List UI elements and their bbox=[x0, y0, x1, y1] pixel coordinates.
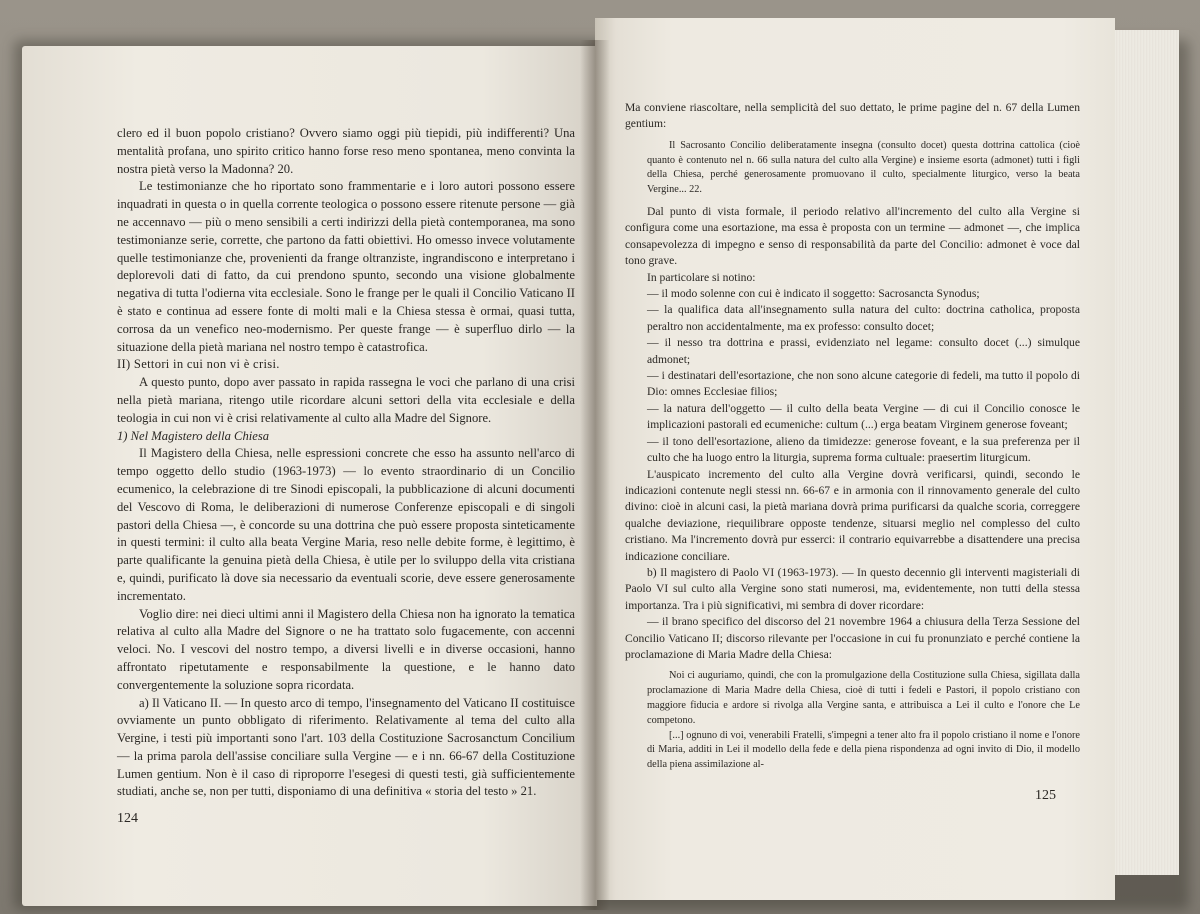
right-paragraph: Ma conviene riascoltare, nella semplicità del suo dettato, le prime pagine del n. 67 della Lumen gentium: bbox=[625, 101, 1080, 131]
block-quote: [...] ognuno di voi, venerabili Fratelli, s'impegni a tener alto fra il popolo cristiano il nome e l'onore di Maria, additi in Lei il modello della fede e della piena rispondenza ad ogni invito di Dio, il modello della piena assimilazione al- bbox=[647, 729, 1080, 771]
list-item: — la qualifica data all'insegnamento sulla natura del culto: doctrina catholica, proposta peraltro non accidentalmente, ma ex professo: consulto docet; bbox=[647, 303, 1080, 333]
book-gutter bbox=[580, 40, 610, 910]
right-paragraph: In particolare si notino: bbox=[647, 270, 756, 284]
left-paragraph: a) Il Vaticano II. — In questo arco di tempo, l'insegnamento del Vaticano II costituisce ovviamente un punto obbligato di riferimento. Relativamente al tema del culto alla Vergine, i testi più importanti sono l'art. 103 della Costituzione Sacrosanctum Concilium — la prima parola dell'assise conciliare sulla Vergine — e i nn. 66-67 della Costituzione Lumen gentium. Non è il caso di riproporre l'esegesi di questi testi, già sufficientemente studiati, anche se, non per tutti, disponiamo di una definitiva « storia del testo » 21. bbox=[117, 695, 575, 799]
right-paragraph: — il brano specifico del discorso del 21 novembre 1964 a chiusura della Terza Sessione del Concilio Vaticano II; discorso rilevante per l'occasione in cui fu pronunziato e perché contiene la proclamazione di Maria Madre della Chiesa: bbox=[625, 615, 1080, 661]
list-item: — il modo solenne con cui è indicato il soggetto: Sacrosancta Synodus; bbox=[647, 287, 980, 301]
right-paragraph: L'auspicato incremento del culto alla Vergine dovrà verificarsi, quindi, secondo le indicazioni contenute negli stessi nn. 66-67 e in armonia con il rinnovamento generale del culto divino: cioè in alcuni casi, la pietà mariana dovrà prima purificarsi da qualche scoria, correggere qualche deviazione, riequilibrare opposte tendenze, situarsi meglio nel complesso del culto cristiano. Ma l'incremento dovrà pur esserci: il contrario equivarrebbe a disattendere una precisa indicazione conciliare. bbox=[625, 467, 1080, 563]
list-item: — il tono dell'esortazione, alieno da timidezze: generose foveant, e la sua preferenza per il culto che ha luogo entro la liturgia, suprema forma cultuale: praesertim liturgicum. bbox=[647, 434, 1080, 465]
left-text-column bbox=[117, 125, 575, 801]
list-item: — i destinatari dell'esortazione, che non sono alcune categorie di fedeli, ma tutto il popolo di Dio: omnes Ecclesiae filios; bbox=[647, 369, 1080, 399]
left-page bbox=[22, 46, 597, 906]
block-quote: Noi ci auguriamo, quindi, che con la promulgazione della Costituzione sulla Chiesa, sigillata dalla proclamazione di Maria Madre della Chiesa, cioè di tutti i fedeli e Pastori, il popolo cristiano con maggiore fiducia e ardore si rivolga alla Vergine santa, e attribuisca a Lei il culto e l'onore che Le competono. bbox=[647, 670, 1080, 726]
right-text-column bbox=[625, 100, 1080, 773]
right-page bbox=[595, 18, 1115, 900]
page-edges bbox=[1108, 30, 1179, 875]
left-paragraph: Il Magistero della Chiesa, nelle espressioni concrete che esso ha assunto nell'arco di tempo oggetto dello studio (1963-1973) — lo evento straordinario di un Concilio ecumenico, la celebrazione di tre Sinodi episcopali, la pubblicazione di alcuni documenti del Vescovo di Roma, le deliberazioni di numerose Conferenze episcopali e di singoli pastori della Chiesa —, è concorde su una dottrina che può essere proposta sinteticamente in questi termini: il culto alla beata Vergine Maria, reso nelle debite forme, è legittimo, è parte qualificante la genuina pietà della Chiesa, è utile per lo sviluppo della vita cristiana e, quindi, purificato là dove sia necessario da eventuali scorie, deve essere generosamente incrementato. bbox=[117, 446, 575, 603]
left-paragraph: A questo punto, dopo aver passato in rapida rassegna le voci che parlano di una crisi nella pietà mariana, ritengo utile ricordare alcuni settori della vita ecclesiale e della teologia in cui non vi è crisi relativamente al culto alla Madre del Signore. bbox=[117, 375, 575, 425]
left-paragraph: Voglio dire: nei dieci ultimi anni il Magistero della Chiesa non ha ignorato la tematica relativa al culto alla Madre del Signore o ne ha trattato solo fugacemente, con accenni veloci. No. I vescovi del nostro tempo, a diversi livelli e in diverse occasioni, hanno affrontato ripetutamente e responsabilmente la questione, e le hanno dato convergentemente la soluzione sopra ricordata. bbox=[117, 606, 575, 692]
page-number-right: 125 bbox=[1035, 788, 1056, 803]
left-paragraph: clero ed il buon popolo cristiano? Ovvero siamo oggi più tiepidi, più indifferenti? Una mentalità profana, uno spirito critico hanno forse reso meno spontanea, meno convinta la nostra pietà verso la Madonna? 20. bbox=[117, 126, 575, 176]
subsection-heading-1: 1) Nel Magistero della Chiesa bbox=[117, 428, 270, 443]
section-heading-ii: II) Settori in cui non vi è crisi. bbox=[117, 357, 280, 372]
block-quote: Il Sacrosanto Concilio deliberatamente insegna (consulto docet) questa dottrina cattolica (cioè quanto è contenuto nel n. 66 sulla natura del culto alla Vergine) e insieme esorta (admonet) tutti i figli della Chiesa, perché generosamente promuovano il culto, specialmente liturgico, verso la beata Vergine... 22. bbox=[647, 139, 1080, 196]
right-paragraph: b) Il magistero di Paolo VI (1963-1973). — In questo decennio gli interventi magisteriali di Paolo VI sul culto alla Vergine sono stati numerosi, ma, evidentemente, non tutti della stessa importanza. Tra i più significativi, mi sembra di dover ricordare: bbox=[625, 565, 1080, 612]
notes-list bbox=[625, 286, 1080, 466]
list-item: — il nesso tra dottrina e prassi, evidenziato nel legame: consulto docet (...) simulque admonet; bbox=[647, 336, 1080, 366]
left-paragraph: Le testimonianze che ho riportato sono frammentarie e i loro autori possono essere inquadrati in questa o in quella corrente teologica o possono essere ritenute persone — già ne accennavo — più o meno sensibili a certi indirizzi della pietà contemporanea, ma sono testimonianze serie, corrette, che partono da fatti obiettivi. Ho omesso invece volutamente quelle testimonianze che, provenienti da frange oltranziste, ingrandiscono e interpretano i deplorevoli dati di fatto, da cui prendono spunto, secondo una visione globalmente negativa di tutta l'odierna vita ecclesiale. Sono le frange per le quali il Concilio Vaticano II è stato e continua ad essere fonte di molti mali e la Chiesa stessa è ormai, quasi tutta, corrosa da un venefico neo-modernismo. Per queste frange — è superfluo dirlo — la situazione della pietà mariana nel nostro tempo è catastrofica. bbox=[117, 179, 575, 354]
right-paragraph: Dal punto di vista formale, il periodo relativo all'incremento del culto alla Vergine si configura come una esortazione, ma essa è proposta con un termine — admonet —, che implica consapevolezza di impegno e senso di responsabilità da parte del Concilio: admonet è voce dal tono grave. bbox=[625, 205, 1080, 268]
page-number-left: 124 bbox=[117, 811, 138, 826]
list-item: — la natura dell'oggetto — il culto della beata Vergine — di cui il Concilio conosce le implicazioni pastorali ed ecumeniche: cultum (...) erga beatam Virginem generose foveant; bbox=[647, 401, 1080, 432]
